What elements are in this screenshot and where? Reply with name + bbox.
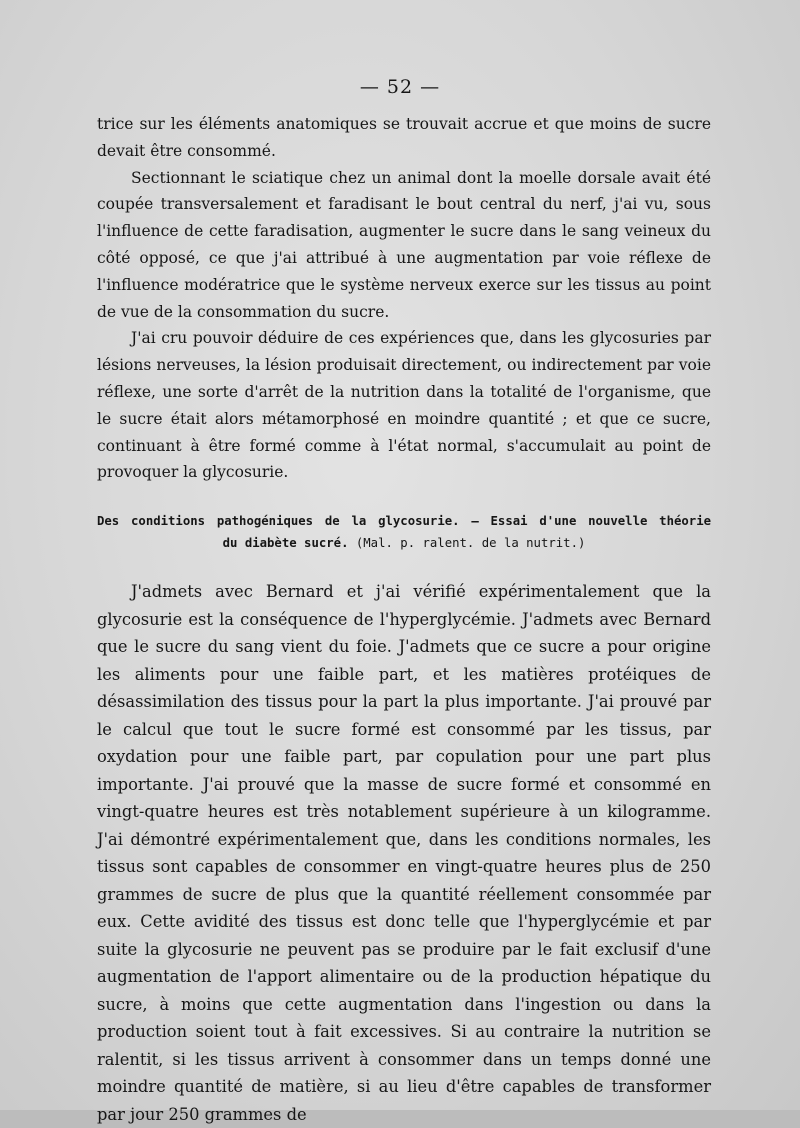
section-heading-line2 bbox=[97, 532, 711, 554]
paragraph: trice sur les éléments anatomiques se trouvait accrue et que moins de sucre devait être consommé. bbox=[97, 115, 711, 160]
paragraph: J'ai cru pouvoir déduire de ces expériences que, dans les glycosuries par lésions nerveuses, la lésion produisait directement, ou indirectement par voie réflexe, une sorte d'arrêt de la nutrition dans la totalité de l'organisme, que le sucre était alors métamorphosé en moindre quantité ; et que ce sucre, continuant à être formé comme à l'état normal, s'accumulait au point de provoquer la glycosurie. bbox=[97, 329, 711, 482]
section-heading-title-end: du diabète sucré. bbox=[222, 536, 349, 550]
text-block-main bbox=[97, 578, 711, 1128]
paragraph: J'admets avec Bernard et j'ai vérifié expérimentalement que la glycosurie est la conséquence de l'hyperglycémie. J'admets avec Bernard que le sucre du sang vient du foie. J'admets que ce sucre a pour origine les aliments pour une faible part, et les matières protéiques de désassimilation des tissus pour la part la plus importante. J'ai prouvé par le calcul que tout le sucre formé est consommé par les tissus, par oxydation pour une faible part, par copulation pour une part plus importante. J'ai prouvé que la masse de sucre formé et consommé en vingt-quatre heures est très notablement supérieure à un kilogramme. J'ai démontré expérimentalement que, dans les conditions normales, les tissus sont capables de consommer en vingt-quatre heures plus de 250 grammes de sucre de plus que la quantité réellement consommée par eux. Cette avidité des tissus est donc telle que l'hyperglycémie et par suite la glycosurie ne peuvent pas se produire par le fait exclusif d'une augmentation de l'apport alimentaire ou de la production hépatique du sucre, à moins que cette augmentation dans l'ingestion ou dans la production soient tout à fait excessives. Si au contraire la nutrition se ralentit, si les tissus arrivent à consommer dans un temps donné une moindre quantité de matière, si au lieu d'être capables de transformer par jour 250 grammes de bbox=[97, 582, 711, 1124]
section-heading bbox=[97, 510, 711, 554]
section-heading-citation: (Mal. p. ralent. de la nutrit.) bbox=[355, 536, 586, 550]
page-number: — 52 — bbox=[359, 76, 441, 98]
text-block-top bbox=[97, 111, 711, 486]
section-heading-line1: Des conditions pathogéniques de la glycosurie. — Essai d'une nouvelle théorie bbox=[97, 514, 711, 528]
paragraph: Sectionnant le sciatique chez un animal dont la moelle dorsale avait été coupée transversalement et faradisant le bout central du nerf, j'ai vu, sous l'influence de cette faradisation, augmenter le sucre dans le sang veineux du côté opposé, ce que j'ai attribué à une augmentation par voie réflexe de l'influence modératrice que le système nerveux exerce sur les tissus au point de vue de la consommation du sucre. bbox=[97, 168, 711, 321]
